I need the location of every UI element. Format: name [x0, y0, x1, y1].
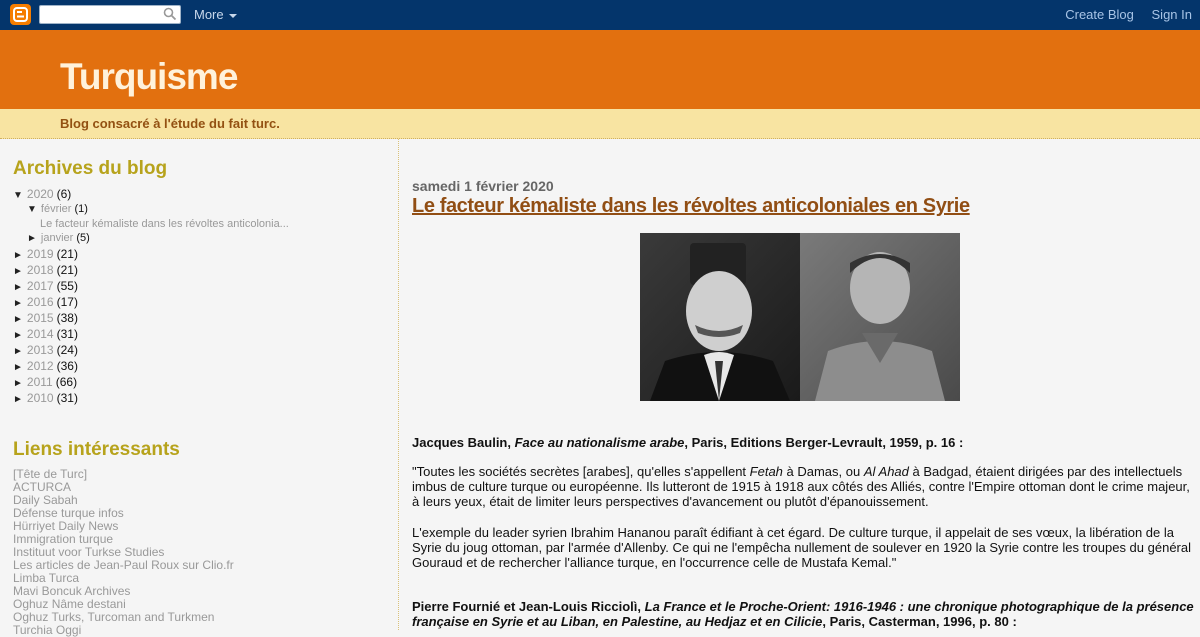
expand-toggle-icon[interactable]: ►	[13, 330, 23, 341]
archive-count: (24)	[56, 343, 78, 357]
list-item[interactable]: Défense turque infos	[13, 506, 124, 520]
archive-year-link[interactable]: 2011	[26, 375, 53, 389]
blogger-navbar	[0, 0, 1200, 30]
paragraph-1	[412, 464, 1194, 510]
archive-year-link[interactable]: 2017	[26, 279, 54, 293]
archive-month-janvier[interactable]	[27, 232, 90, 244]
archive-post-link[interactable]	[40, 218, 289, 230]
archive-month-fevrier[interactable]	[27, 203, 88, 215]
archive-month-link[interactable]: février	[40, 203, 72, 215]
blog-title[interactable]: Turquisme	[60, 56, 238, 97]
archive-year-link[interactable]: 2016	[26, 295, 54, 309]
archive-year[interactable]	[13, 279, 78, 293]
archive-count: (5)	[76, 232, 90, 244]
list-item[interactable]: Turchia Oggi	[13, 623, 82, 637]
archive-count: (66)	[55, 375, 78, 389]
post-title[interactable]: Le facteur kémaliste dans les révoltes anticoloniales en Syrie	[412, 195, 970, 217]
archive-year-link[interactable]: 2020	[26, 187, 54, 201]
archives-heading: Archives du blog	[13, 158, 168, 179]
quote-book-title: La France et le Proche-Orient: 1916-1946 : une chronique photographique de la présence française en Syrie et au Liban, en Palestine, au Hedjaz et en Cilicie	[412, 599, 1194, 630]
archive-year[interactable]	[13, 343, 78, 357]
archive-year-link[interactable]: 2010	[26, 391, 54, 405]
list-item[interactable]: ACTURCA	[13, 480, 72, 494]
quote-author: Pierre Fournié et Jean-Louis Ricciolì,	[412, 599, 645, 614]
list-item[interactable]: Daily Sabah	[13, 493, 78, 507]
list-item[interactable]: Oghuz Turks, Turcoman and Turkmen	[13, 610, 215, 624]
archive-year[interactable]	[13, 247, 78, 261]
create-blog-link[interactable]: Create Blog	[1065, 7, 1134, 22]
archive-count: (1)	[74, 203, 88, 215]
expand-toggle-icon[interactable]: ►	[13, 346, 23, 357]
archive-year[interactable]	[13, 295, 78, 309]
quote-publisher: , Paris, Casterman, 1996, p. 80 :	[822, 614, 1017, 630]
expand-toggle-icon[interactable]: ►	[27, 233, 37, 244]
archive-post-title[interactable]: Le facteur kémaliste dans les révoltes anticolonia...	[40, 218, 289, 230]
archive-year[interactable]	[13, 327, 78, 341]
expand-toggle-icon[interactable]: ►	[13, 394, 23, 405]
paragraph-text: à Badgad, étaient dirigées par des intellectuels imbus de culture turque ou européenne. Ils lutteront de 1915 à 1918 aux côtés des Alliés, contre l'Empire ottoman dont le crime majeur, à leurs yeux, était de limiter leurs perspectives d'avancement ou plutôt d'épanouissement.	[412, 464, 1190, 510]
list-item[interactable]: Instituut voor Turkse Studies	[13, 545, 165, 559]
archive-year-link[interactable]: 2019	[26, 247, 54, 261]
search-icon[interactable]	[163, 7, 177, 21]
archive-count: (6)	[56, 187, 72, 201]
paragraph-text: "Toutes les sociétés secrètes [arabes], qu'elles s'appellent	[412, 464, 750, 479]
archive-count: (36)	[56, 359, 78, 373]
archive-count: (21)	[56, 263, 78, 277]
list-item[interactable]: Les articles de Jean-Paul Roux sur Clio.fr	[13, 558, 234, 572]
emphasis-text: Al Ahad	[863, 464, 909, 479]
archive-year[interactable]	[13, 375, 77, 389]
paragraph-text: à Damas, ou	[782, 464, 864, 479]
archive-year-link[interactable]: 2015	[26, 311, 54, 325]
expand-toggle-icon[interactable]: ►	[13, 266, 23, 277]
archive-year-link[interactable]: 2014	[26, 327, 54, 341]
blog-description: Blog consacré à l'étude du fait turc.	[60, 116, 280, 131]
expand-toggle-icon[interactable]: ►	[13, 298, 23, 309]
archive-year[interactable]	[13, 311, 78, 325]
archive-year-link[interactable]: 2012	[26, 359, 54, 373]
search-input[interactable]	[39, 5, 181, 24]
expand-toggle-icon[interactable]: ►	[13, 362, 23, 373]
nav-right-links	[1051, 7, 1192, 22]
links-heading: Liens intéressants	[13, 439, 180, 460]
archive-count: (38)	[56, 311, 78, 325]
list-item[interactable]: [Tête de Turc]	[13, 467, 88, 481]
archive-year[interactable]	[13, 359, 78, 373]
post-date: samedi 1 février 2020	[412, 178, 554, 194]
blogger-logo-icon[interactable]	[10, 4, 31, 25]
archive-count: (17)	[56, 295, 78, 309]
chevron-down-icon	[229, 14, 237, 18]
quote-source-2	[412, 599, 1194, 629]
list-item[interactable]: Mavi Boncuk Archives	[13, 584, 131, 598]
collapse-toggle-icon[interactable]: ▼	[27, 204, 37, 215]
archive-count: (31)	[56, 327, 78, 341]
expand-toggle-icon[interactable]: ►	[13, 250, 23, 261]
post-photo	[640, 233, 960, 401]
more-label: More	[194, 7, 224, 22]
paragraph-2: L'exemple du leader syrien Ibrahim Hananou paraît édifiant à cet égard. De culture turque, il appelait de ses vœux, la libération de la Syrie du joug ottoman, par l'armée d'Allenby. Ce qui ne l'empêcha nullement de soulever en 1920 la Syrie contre les troupes du général Gouraud et de rechercher l'alliance turque, en l'occurrence celle de Mustafa Kemal."	[412, 525, 1191, 571]
quote-source-1	[412, 435, 1194, 450]
list-item[interactable]: Limba Turca	[13, 571, 80, 585]
archive-year-link[interactable]: 2013	[26, 343, 54, 357]
description-bar	[0, 109, 1200, 139]
list-item[interactable]: Hürriyet Daily News	[13, 519, 119, 533]
archive-year[interactable]	[13, 391, 78, 405]
more-menu-button[interactable]	[194, 7, 237, 22]
expand-toggle-icon[interactable]: ►	[13, 378, 23, 389]
archive-year-link[interactable]: 2018	[26, 263, 54, 277]
sign-in-link[interactable]: Sign In	[1151, 7, 1192, 22]
quote-book-title: Face au nationalisme arabe	[514, 435, 685, 450]
quote-publisher: , Paris, Editions Berger-Levrault, 1959, p. 16 :	[684, 435, 964, 450]
archive-month-link[interactable]: janvier	[40, 232, 74, 244]
expand-toggle-icon[interactable]: ►	[13, 282, 23, 293]
links-list	[13, 468, 234, 637]
quote-author: Jacques Baulin,	[412, 435, 515, 450]
emphasis-text: Fetah	[749, 464, 783, 479]
archive-count: (21)	[56, 247, 78, 261]
collapse-toggle-icon[interactable]: ▼	[13, 190, 23, 201]
list-item[interactable]: Immigration turque	[13, 532, 114, 546]
blog-header	[0, 30, 1200, 109]
archive-count: (55)	[56, 279, 78, 293]
archive-year-2020[interactable]	[13, 187, 71, 201]
archive-count: (31)	[56, 391, 78, 405]
list-item[interactable]: Oghuz Nâme destani	[13, 597, 126, 611]
archive-year[interactable]	[13, 263, 78, 277]
expand-toggle-icon[interactable]: ►	[13, 314, 23, 325]
